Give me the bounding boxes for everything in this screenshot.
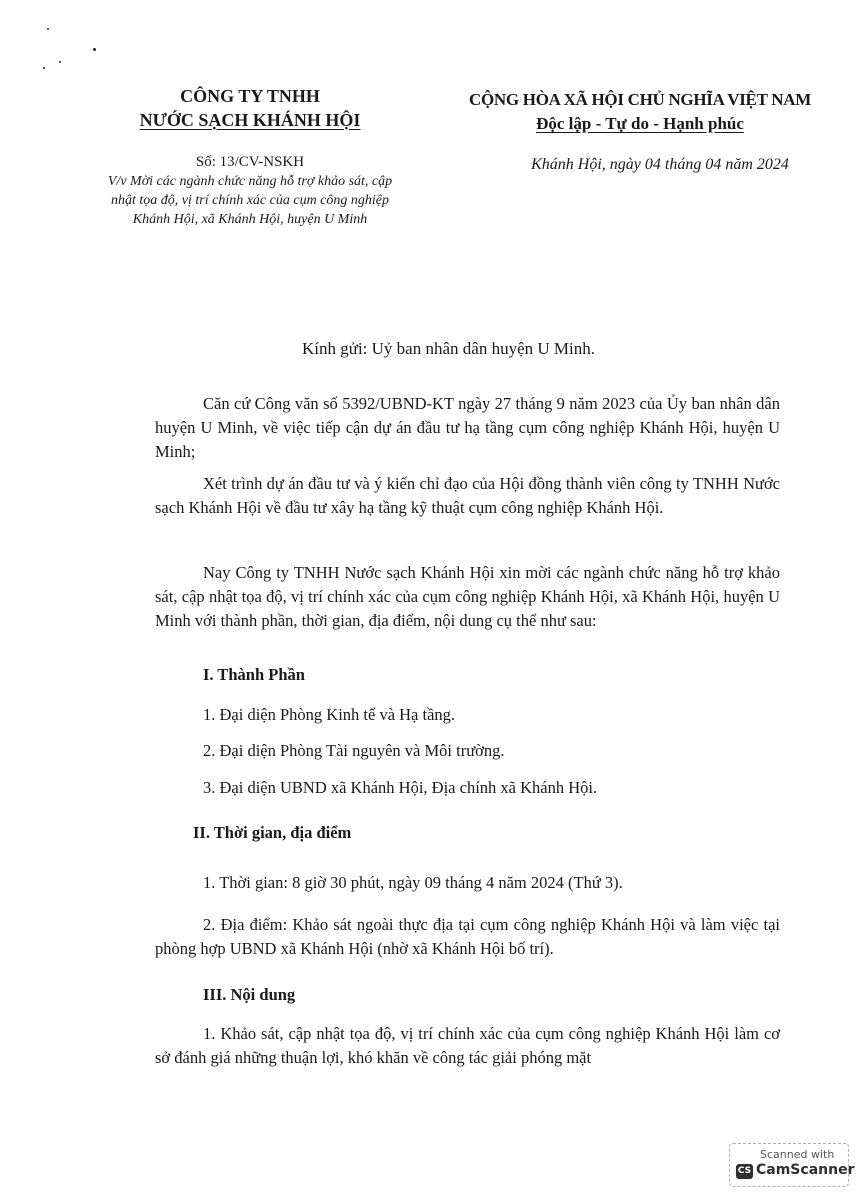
scan-speck [93,48,96,51]
motto: Độc lập - Tự do - Hạnh phúc [536,114,744,133]
document-date: Khánh Hội, ngày 04 tháng 04 năm 2024 [531,156,789,173]
national-header [420,88,860,136]
company-name-line2: NƯỚC SẠCH KHÁNH HỘI [139,110,361,130]
recipient-greeting: Kính gửi: Uỷ ban nhân dân huyện U Minh. [302,339,595,358]
document-subject: V/v Mời các ngành chức năng hỗ trợ khảo sát, cập nhật tọa độ, vị trí chính xác của cụm công nghiệp Khánh Hội, xã Khánh Hội, huyện U Minh [107,174,393,227]
place-item: 2. Địa điểm: Khảo sát ngoài thực địa tại cụm công nghiệp Khánh Hội và làm việc tại phòng hợp UBND xã Khánh Hội (nhờ xã Khánh Hội bố trí). [155,915,780,958]
scan-speck [47,28,49,30]
scan-speck [43,67,45,69]
camscanner-watermark [729,1143,855,1187]
paragraph-consideration: Xét trình dự án đầu tư và ý kiến chỉ đạo của Hội đồng thành viên công ty TNHH Nước sạch Khánh Hội về đầu tư xây hạ tầng kỹ thuật cụm công nghiệp Khánh Hội. [155,474,780,517]
section-time-place-title: II. Thời gian, địa điểm [193,823,352,842]
watermark-brand: CamScanner [756,1162,855,1178]
camscanner-logo-icon: CS [736,1164,753,1179]
participant-item: 3. Đại diện UBND xã Khánh Hội, Địa chính xã Khánh Hội. [203,778,598,797]
company-header [95,84,405,132]
participant-item: 2. Đại diện Phòng Tài nguyên và Môi trường. [203,741,505,760]
nation-title: CỘNG HÒA XÃ HỘI CHỦ NGHĨA VIỆT NAM [469,90,811,109]
section-content-title: III. Nội dung [203,985,296,1004]
paragraph-legal-basis: Căn cứ Công văn số 5392/UBND-KT ngày 27 tháng 9 năm 2023 của Ủy ban nhân dân huyện U Minh, về việc tiếp cận dự án đầu tư hạ tầng cụm công nghiệp Khánh Hội, huyện U Minh; [155,394,780,461]
paragraph-invitation: Nay Công ty TNHH Nước sạch Khánh Hội xin mời các ngành chức năng hỗ trợ khảo sát, cập nhật tọa độ, vị trí chính xác của cụm công nghiệp Khánh Hội, xã Khánh Hội, huyện U Minh với thành phần, thời gian, địa điểm, nội dung cụ thể như sau: [155,563,780,630]
document-number: Số: 13/CV-NSKH [195,154,305,170]
scan-speck [59,61,61,63]
section-participants-title: I. Thành Phần [203,665,305,684]
company-name-line1: CÔNG TY TNHH [180,86,320,106]
content-item: 1. Khảo sát, cập nhật tọa độ, vị trí chính xác của cụm công nghiệp Khánh Hội làm cơ sở đánh giá những thuận lợi, khó khăn về công tác giải phóng mặt [155,1024,780,1067]
participant-item: 1. Đại diện Phòng Kinh tế và Hạ tầng. [203,705,456,724]
time-item: 1. Thời gian: 8 giờ 30 phút, ngày 09 tháng 4 năm 2024 (Thứ 3). [203,873,623,892]
watermark-caption: Scanned with [760,1148,835,1161]
